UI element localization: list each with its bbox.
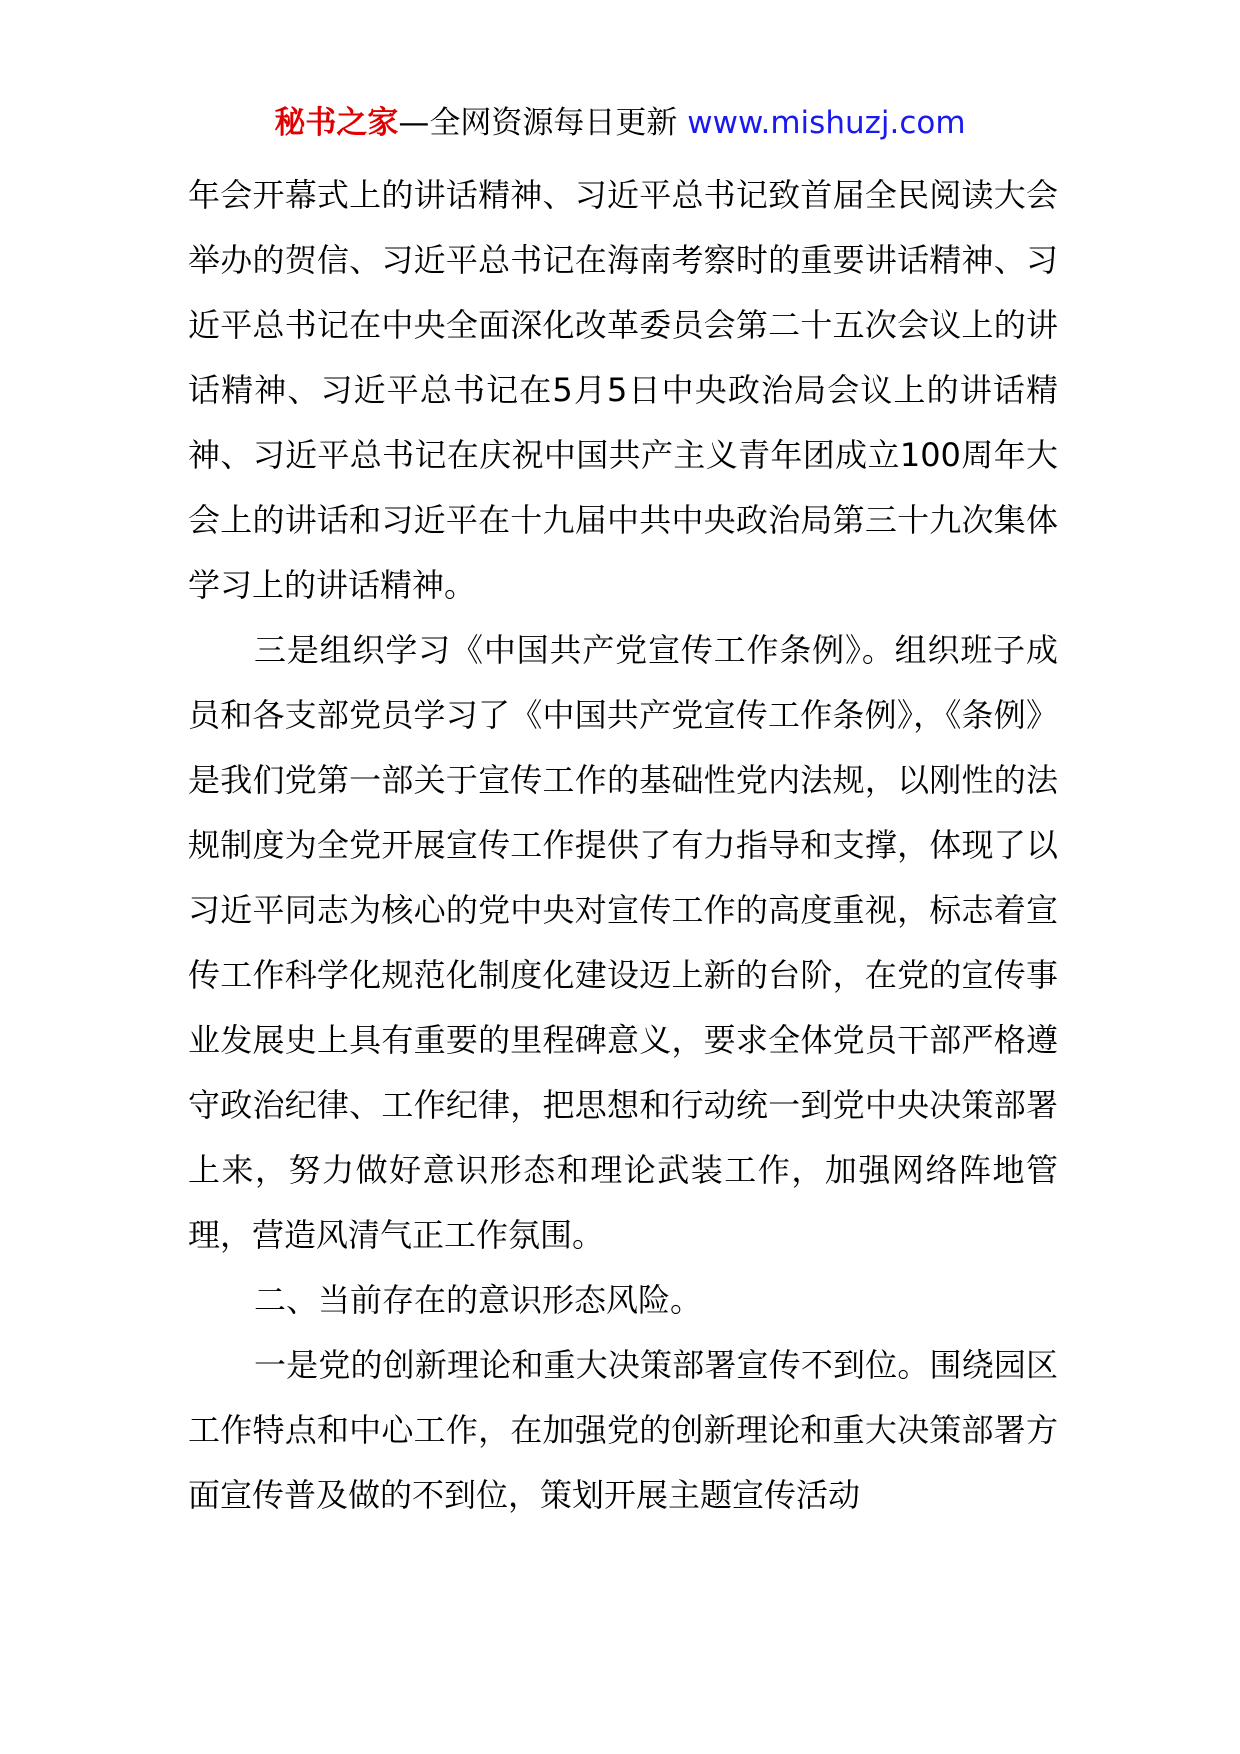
site-brand: 秘书之家 — [274, 105, 399, 141]
paragraph-continued: 年会开幕式上的讲话精神、习近平总书记致首届全民阅读大会举办的贺信、习近平总书记在海南考察时的重要讲话精神、习近平总书记在中央全面深化改革委员会第二十五次会议上的讲话精神、习近平总书记在5月5日中央政治局会议上的讲话精神、习近平总书记在庆祝中国共产主义青年团成立100周年大会上的讲话和习近平在十九届中共中央政治局第三十九次集体学习上的讲话精神。 — [188, 176, 1058, 604]
site-header — [0, 103, 1240, 143]
paragraph-first-risk: 一是党的创新理论和重大决策部署宣传不到位。围绕园区工作特点和中心工作，在加强党的创新理论和重大决策部署方面宣传普及做的不到位，策划开展主题宣传活动 — [188, 1346, 1058, 1514]
site-url-link[interactable]: www.mishuzj.com — [687, 105, 966, 141]
section-heading-risks: 二、当前存在的意识形态风险。 — [254, 1281, 703, 1319]
paragraph-study-regulations: 三是组织学习《中国共产党宣传工作条例》。组织班子成员和各支部党员学习了《中国共产党宣传工作条例》，《条例》是我们党第一部关于宣传工作的基础性党内法规，以刚性的法规制度为全党开展宣传工作提供了有力指导和支撑，体现了以习近平同志为核心的党中央对宣传工作的高度重视，标志着宣传工作科学化规范化制度化建设迈上新的台阶，在党的宣传事业发展史上具有重要的里程碑意义，要求全体党员干部严格遵守政治纪律、工作纪律，把思想和行动统一到党中央决策部署上来，努力做好意识形态和理论武装工作，加强网络阵地管理，营造风清气正工作氛围。 — [188, 631, 1058, 1254]
document-body — [188, 163, 1058, 1528]
site-tagline: —全网资源每日更新 — [398, 105, 678, 141]
